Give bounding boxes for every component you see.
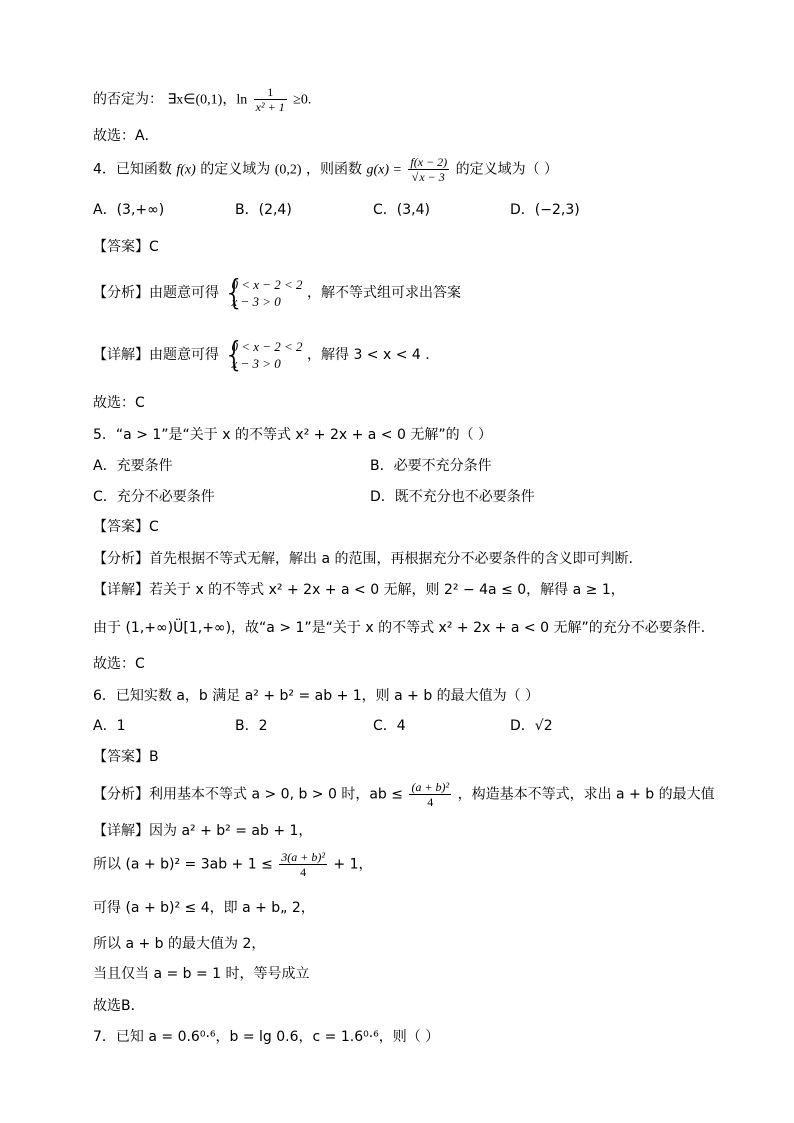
q6-detail-5: 当且仅当 a = b = 1 时，等号成立 xyxy=(93,966,310,982)
q5-option-b[interactable]: B．必要不充分条件 xyxy=(370,458,492,474)
q6-option-a[interactable]: A．1 xyxy=(93,718,126,734)
negation-line xyxy=(93,85,312,114)
q6-option-b[interactable]: B．2 xyxy=(235,718,268,734)
q4-analysis-system: { 0 < x − 2 < 2 x − 3 > 0 xyxy=(223,273,303,313)
q5-stem: 5．“a > 1”是“关于 x 的不等式 x² + 2x + a < 0 无解”的（ ） xyxy=(93,427,493,443)
q4-answer: 【答案】C xyxy=(93,239,159,255)
q6-options xyxy=(93,716,693,736)
q4-options xyxy=(93,200,693,220)
q6-detail-3: 可得 (a + b)² ≤ 4，即 a + b„ 2， xyxy=(93,900,315,916)
q4-detail: 【详解】由题意可得 { 0 < x − 2 < 2 x − 3 > 0 ，解得 3 < x < 4 . xyxy=(93,335,430,375)
q6-stem: 6．已知实数 a，b 满足 a² + b² = ab + 1，则 a + b 的最大值为（ ） xyxy=(93,688,540,704)
q4-option-c[interactable]: C．(3,4) xyxy=(373,202,430,218)
q7-stem: 7．已知 a = 0.6⁰·⁶，b = lg 0.6，c = 1.6⁰·⁶，则（ ） xyxy=(93,1029,440,1045)
q5-options-row2 xyxy=(93,487,693,507)
q6-option-c[interactable]: C．4 xyxy=(373,718,406,734)
q5-answer: 【答案】C xyxy=(93,519,159,535)
q5-analysis: 【分析】首先根据不等式无解，解出 a 的范围，再根据充分不必要条件的含义即可判断. xyxy=(93,551,633,567)
q5-detail: 【详解】若关于 x 的不等式 x² + 2x + a < 0 无解，则 2² − 4a ≤ 0，解得 a ≥ 1， xyxy=(93,582,625,598)
q6-analysis-fraction: $\frac{\text{(a + b)²}}{4}$ xyxy=(411,780,450,809)
q5-detail-2: 由于 (1,+∞)Ü[1,+∞)，故“a > 1”是“关于 x 的不等式 x² + 2x + a < 0 无解”的充分不必要条件． xyxy=(93,620,715,636)
q5-options-row1 xyxy=(93,456,693,476)
q5-choose: 故选：C xyxy=(93,656,145,672)
q6-detail-2: 所以 (a + b)² = 3ab + 1 ≤ $\frac{\text{3(a + b)²}}{4}$ + 1， xyxy=(93,850,373,879)
q5-option-d[interactable]: D．既不充分也不必要条件 xyxy=(370,489,535,505)
q4-option-a[interactable]: A．(3,+∞) xyxy=(93,202,165,218)
q5-option-a[interactable]: A．充要条件 xyxy=(93,458,173,474)
negation-math: ∃x∈(0,1)，ln xyxy=(167,92,248,108)
q6-detail-fraction: $\frac{\text{3(a + b)²}}{4}$ xyxy=(281,850,325,879)
q6-answer: 【答案】B xyxy=(93,749,159,765)
q5-option-c[interactable]: C．充分不必要条件 xyxy=(93,489,215,505)
q4-detail-system: { 0 < x − 2 < 2 x − 3 > 0 xyxy=(223,335,303,375)
q4-analysis: 【分析】由题意可得 { 0 < x − 2 < 2 x − 3 > 0 ，解不等式组可求出答案 xyxy=(93,273,461,313)
q6-analysis: 【分析】利用基本不等式 a > 0, b > 0 时，ab ≤ $\frac{\text{(a + b)²}}{4}$ ，构造基本不等式，求出 a + b 的最大值 xyxy=(93,780,715,809)
choose-line-3: 故选：A． xyxy=(93,128,159,144)
q4-choose: 故选：C xyxy=(93,395,145,411)
q6-detail-4: 所以 a + b 的最大值为 2， xyxy=(93,936,266,952)
q4-stem: 4．已知函数 f(x) 的定义域为 (0,2) ，则函数 g(x) = $\frac{f(x - 2)}{√x - 3}$ 的定义域为（ ） xyxy=(93,155,559,184)
q6-option-d[interactable]: D．√2 xyxy=(510,718,553,734)
q4-option-d[interactable]: D．(−2,3) xyxy=(510,202,580,218)
negation-tail: ≥0. xyxy=(293,92,312,108)
q6-choose: 故选B． xyxy=(93,998,145,1014)
q4-option-b[interactable]: B．(2,4) xyxy=(235,202,292,218)
q6-detail: 【详解】因为 a² + b² = ab + 1， xyxy=(93,823,313,839)
negation-fraction: $\frac{1}{\text{x² + 1}}$ xyxy=(255,85,285,114)
q4-fraction: $\frac{f(x - 2)}{√x - 3}$ xyxy=(410,155,448,184)
negation-prefix: 的否定为： xyxy=(93,91,163,108)
